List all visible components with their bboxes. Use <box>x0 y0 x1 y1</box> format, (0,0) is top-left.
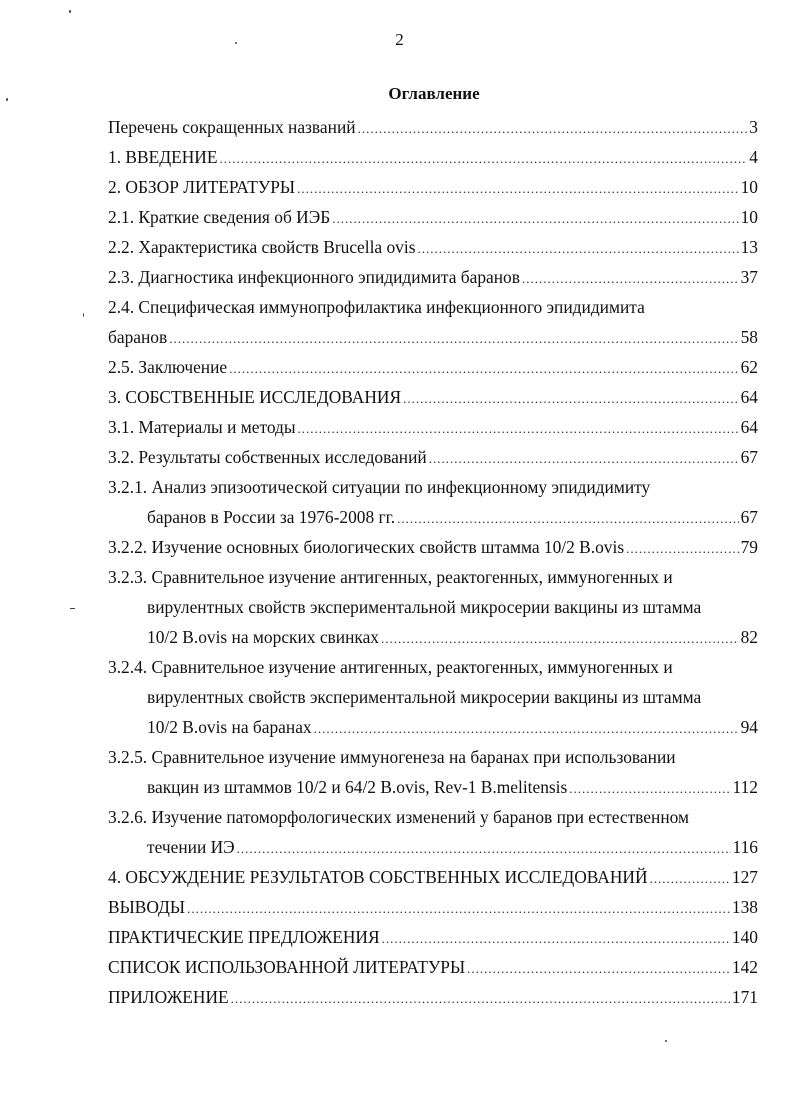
toc-page-number: 58 <box>740 327 758 347</box>
toc-entry-text: 3.2.4. Сравнительное изучение антигенных, реактогенных, иммуногенных и <box>108 657 673 677</box>
dot-leader <box>397 504 738 534</box>
toc-line <box>108 952 758 982</box>
toc-line <box>108 232 758 262</box>
toc-line <box>108 142 758 172</box>
toc-page-number: 140 <box>731 927 758 947</box>
toc-entry-text: 2.5. Заключение <box>108 357 228 377</box>
toc-entry <box>108 892 758 922</box>
toc-entry <box>108 352 758 382</box>
toc-page-number: 13 <box>740 237 758 257</box>
toc-entry <box>108 202 758 232</box>
toc-entry-text: баранов в России за 1976-2008 гг. <box>147 507 396 527</box>
toc-page-number: 10 <box>740 207 758 227</box>
toc-line <box>108 892 758 922</box>
toc-page-number: 127 <box>731 867 758 887</box>
toc-line <box>108 442 758 472</box>
toc-line <box>108 382 758 412</box>
toc-page-number: 37 <box>740 267 758 287</box>
toc-entry <box>108 382 758 412</box>
dot-leader <box>231 984 730 1014</box>
dot-leader <box>569 774 730 804</box>
dot-leader <box>417 234 738 264</box>
toc-line <box>108 562 758 592</box>
toc-entry-text: 3. СОБСТВЕННЫЕ ИССЛЕДОВАНИЯ <box>108 387 402 407</box>
toc-entry-text: 2.3. Диагностика инфекционного эпидидимита баранов <box>108 267 520 287</box>
toc-entry <box>108 802 758 862</box>
toc-line <box>108 532 758 562</box>
toc-page-number: 64 <box>740 417 758 437</box>
toc-entry-text: течении ИЭ <box>147 837 235 857</box>
toc-entry <box>108 532 758 562</box>
toc-entry-text: вирулентных свойств экспериментальной микросерии вакцины из штамма <box>147 597 702 617</box>
dot-leader <box>403 384 739 414</box>
dot-leader <box>229 354 738 384</box>
toc-line <box>108 202 758 232</box>
toc-page-number: 138 <box>731 897 758 917</box>
toc-entry-text: 2. ОБЗОР ЛИТЕРАТУРЫ <box>108 177 296 197</box>
toc-entry-text: 4. ОБСУЖДЕНИЕ РЕЗУЛЬТАТОВ СОБСТВЕННЫХ ИССЛЕДОВАНИЙ <box>108 867 648 887</box>
toc-entry <box>108 862 758 892</box>
toc-entry-text: 2.2. Характеристика свойств Brucella ovis <box>108 237 416 257</box>
dot-leader <box>298 414 739 444</box>
toc-entry-text: 2.4. Специфическая иммунопрофилактика инфекционного эпидидимита <box>108 297 645 317</box>
toc-entry <box>108 442 758 472</box>
scan-speck <box>69 10 71 13</box>
toc-line <box>108 412 758 442</box>
toc-page-number: 142 <box>731 957 758 977</box>
dot-leader <box>297 174 739 204</box>
toc-entry <box>108 412 758 442</box>
toc-page-number: 116 <box>732 837 758 857</box>
scan-speck <box>235 42 237 44</box>
toc-entry-text: 10/2 B.ovis на баранах <box>147 717 312 737</box>
toc-entry <box>108 472 758 532</box>
dot-leader <box>219 144 747 174</box>
toc-line <box>108 592 758 622</box>
dot-leader <box>169 324 738 354</box>
toc-line <box>108 862 758 892</box>
dot-leader <box>650 864 730 894</box>
scan-speck <box>6 98 8 101</box>
toc-line <box>108 772 758 802</box>
toc-page-number: 171 <box>731 987 758 1007</box>
toc-entry <box>108 172 758 202</box>
toc-entry-text: ПРИЛОЖЕНИЕ <box>108 987 229 1007</box>
scan-speck <box>70 608 75 609</box>
table-of-contents <box>108 112 758 1012</box>
toc-entry-text: баранов <box>108 327 168 347</box>
toc-entry <box>108 232 758 262</box>
toc-entry-text: Перечень сокращенных названий <box>108 117 356 137</box>
toc-line <box>108 292 758 322</box>
toc-line <box>108 682 758 712</box>
toc-page-number: 79 <box>740 537 758 557</box>
toc-entry <box>108 142 758 172</box>
toc-entry <box>108 742 758 802</box>
toc-line <box>108 712 758 742</box>
toc-page-number: 64 <box>740 387 758 407</box>
toc-line <box>108 802 758 832</box>
toc-page-number: 10 <box>740 177 758 197</box>
page-number: 2 <box>395 30 404 49</box>
toc-line <box>108 502 758 532</box>
toc-entry-text: 3.2.1. Анализ эпизоотической ситуации по инфекционному эпидидимиту <box>108 477 651 497</box>
toc-line <box>108 322 758 352</box>
dot-leader <box>187 894 730 924</box>
toc-entry-text: 3.2. Результаты собственных исследований <box>108 447 427 467</box>
toc-entry-text: СПИСОК ИСПОЛЬЗОВАННОЙ ЛИТЕРАТУРЫ <box>108 957 466 977</box>
toc-entry <box>108 952 758 982</box>
toc-line <box>108 352 758 382</box>
toc-page-number: 3 <box>749 117 758 137</box>
toc-entry-text: вакцин из штаммов 10/2 и 64/2 B.ovis, Rev-1 B.melitensis <box>147 777 568 797</box>
toc-entry-text: 1. ВВЕДЕНИЕ <box>108 147 218 167</box>
toc-page-number: 82 <box>740 627 758 647</box>
toc-entry-text: 3.2.2. Изучение основных биологических свойств штамма 10/2 B.ovis <box>108 537 625 557</box>
toc-entry <box>108 562 758 652</box>
dot-leader <box>467 954 730 984</box>
scan-speck <box>83 313 84 317</box>
toc-entry-text: 3.1. Материалы и методы <box>108 417 296 437</box>
toc-page-number: 4 <box>749 147 758 167</box>
toc-line <box>108 472 758 502</box>
toc-line <box>108 172 758 202</box>
toc-entry <box>108 112 758 142</box>
toc-entry-text: 2.1. Краткие сведения об ИЭБ <box>108 207 331 227</box>
dot-leader <box>382 924 730 954</box>
dot-leader <box>429 444 739 474</box>
toc-line <box>108 652 758 682</box>
toc-page-number: 112 <box>732 777 758 797</box>
toc-line <box>108 622 758 652</box>
dot-leader <box>332 204 738 234</box>
toc-line <box>108 982 758 1012</box>
toc-page-number: 62 <box>740 357 758 377</box>
toc-line <box>108 922 758 952</box>
toc-entry <box>108 652 758 742</box>
toc-line <box>108 262 758 292</box>
toc-entry <box>108 982 758 1012</box>
toc-title: Оглавление <box>388 84 480 103</box>
dot-leader <box>522 264 739 294</box>
dot-leader <box>381 624 739 654</box>
dot-leader <box>237 834 731 864</box>
toc-page-number: 94 <box>740 717 758 737</box>
toc-entry <box>108 922 758 952</box>
toc-entry <box>108 292 758 352</box>
toc-entry-text: 3.2.3. Сравнительное изучение антигенных, реактогенных, иммуногенных и <box>108 567 673 587</box>
toc-page-number: 67 <box>740 447 758 467</box>
toc-entry-text: 10/2 B.ovis на морских свинках <box>147 627 379 647</box>
dot-leader <box>358 114 748 144</box>
toc-entry-text: ПРАКТИЧЕСКИЕ ПРЕДЛОЖЕНИЯ <box>108 927 380 947</box>
toc-line <box>108 832 758 862</box>
toc-entry-text: 3.2.5. Сравнительное изучение иммуногенеза на баранах при использовании <box>108 747 676 767</box>
toc-entry-text: 3.2.6. Изучение патоморфологических изменений у баранов при естественном <box>108 807 689 827</box>
toc-entry-text: вирулентных свойств экспериментальной микросерии вакцины из штамма <box>147 687 702 707</box>
scan-speck <box>665 1040 667 1042</box>
dot-leader <box>314 714 739 744</box>
toc-entry-text: ВЫВОДЫ <box>108 897 186 917</box>
toc-entry <box>108 262 758 292</box>
toc-line <box>108 742 758 772</box>
dot-leader <box>626 534 739 564</box>
toc-page-number: 67 <box>740 507 758 527</box>
toc-line <box>108 112 758 142</box>
